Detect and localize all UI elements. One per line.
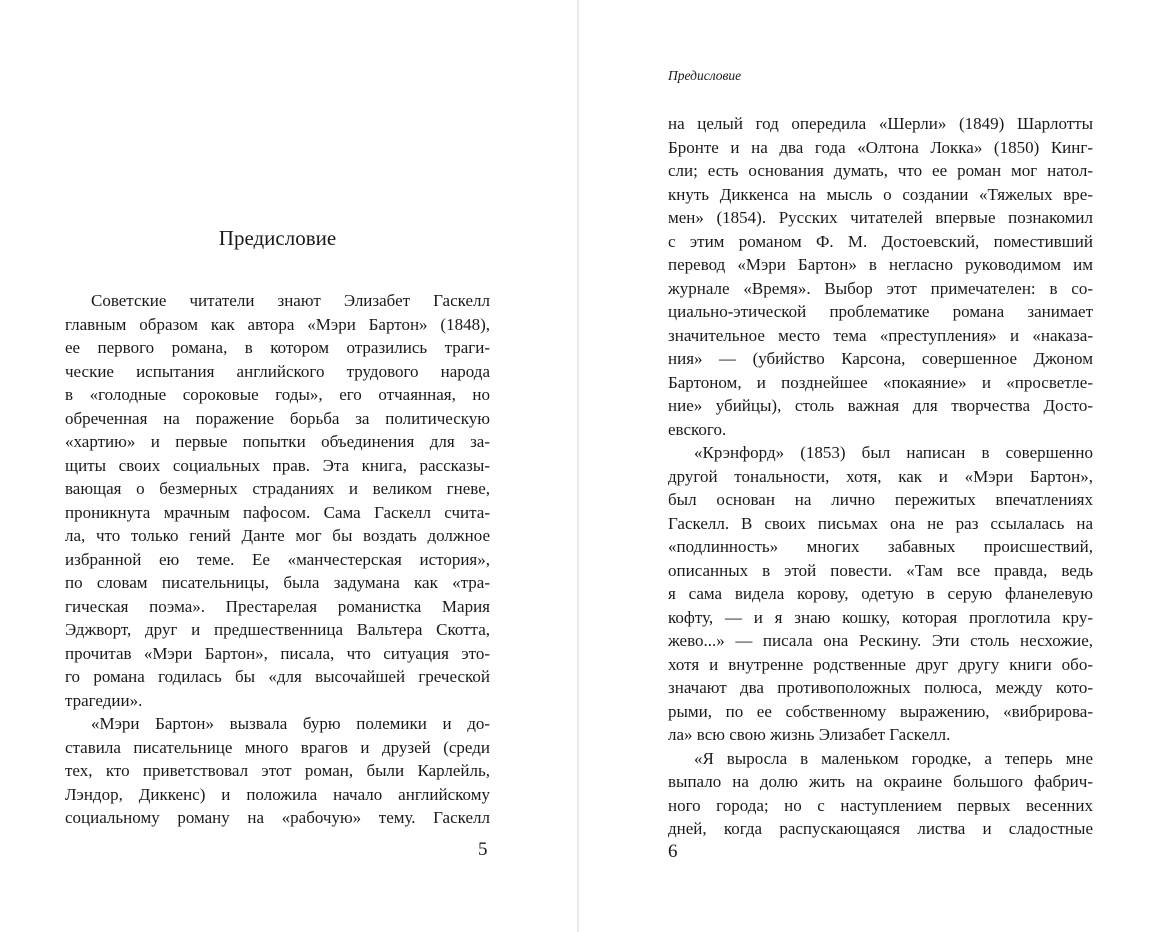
- page-number: 6: [668, 841, 678, 862]
- page-number: 5: [478, 839, 488, 860]
- text-line: по словам писательницы, была задумана как «тра-: [65, 573, 490, 592]
- text-line: ее первого романа, в котором отразились траги-: [65, 338, 490, 357]
- text-line: другой тональности, хотя, как и «Мэри Бартон»,: [668, 466, 1093, 486]
- text-line: избранной ею теме. Ее «манчестерская история»,: [65, 549, 490, 569]
- text-line: ного города; но с наступлением первых весенних: [668, 795, 1093, 815]
- text-line: главным образом как автора «Мэри Бартон» (1848),: [65, 314, 490, 334]
- text-line: жево...» — писала она Рескину. Эти столь несхожие,: [668, 631, 1093, 650]
- text-line: хотя и внутренне родственные друг другу книги обо-: [668, 654, 1093, 674]
- text-line: Советские читатели знают Элизабет Гаскелл: [91, 291, 490, 310]
- text-line: Лэндор, Диккенс) и положила начало английскому: [65, 784, 490, 804]
- text-line: журнале «Время». Выбор этот примечателен: в со-: [668, 278, 1093, 298]
- text-line: вающая о безмерных страданиях и великом гневе,: [65, 479, 490, 498]
- right-page-body: [668, 112, 1093, 841]
- text-line: перевод «Мэри Бартон» в негласно руководимом им: [668, 255, 1093, 274]
- text-line: щиты своих социальных прав. Эта книга, рассказы-: [65, 455, 490, 475]
- chapter-title: Предисловие: [218, 226, 337, 250]
- text-line: с этим романом Ф. М. Достоевский, поместивший: [668, 231, 1093, 251]
- left-page: [0, 0, 577, 932]
- text-line: ставила писательнице много врагов и друзей (среди: [65, 737, 490, 757]
- text-line: проникнута мрачным пафосом. Сама Гаскелл счита-: [65, 502, 490, 522]
- text-line: сли; есть основания думать, что ее роман мог натол-: [668, 161, 1093, 180]
- text-line: рыми, по ее собственному выражению, «вибрирова-: [668, 701, 1093, 721]
- text-line: я сама видела корову, одетую в серую фланелевую: [668, 584, 1093, 603]
- text-line: евского.: [668, 419, 727, 439]
- right-page: [579, 0, 1155, 932]
- text-line: «Крэнфорд» (1853) был написан в совершенно: [694, 443, 1093, 462]
- text-line: ла, что только гений Данте мог бы воздать должное: [65, 526, 490, 545]
- text-line: Бронте и на два года «Олтона Локка» (1850) Кинг-: [668, 137, 1093, 157]
- text-line: обреченная на поражение борьба за политическую: [65, 408, 490, 428]
- text-line: выпало на долю жить на окраине большого фабрич-: [668, 772, 1093, 791]
- text-line: «хартию» и первые попытки объединения для за-: [65, 432, 490, 451]
- text-line: го романа годилась бы «для высочайшей греческой: [65, 667, 490, 686]
- text-line: социальному роману на «рабочую» тему. Гаскелл: [65, 808, 490, 827]
- text-line: в «голодные сороковые годы», его отчаянная, но: [65, 385, 490, 404]
- text-line: значительное место тема «преступления» и «наказа-: [668, 325, 1093, 345]
- text-line: ла» всю свою жизнь Элизабет Гаскелл.: [668, 725, 951, 744]
- text-line: прочитав «Мэри Бартон», писала, что ситуация это-: [65, 643, 490, 663]
- text-line: на целый год опередила «Шерли» (1849) Шарлотты: [668, 114, 1093, 133]
- left-page-body: [65, 289, 490, 830]
- text-line: дней, когда распускающаяся листва и сладостные: [668, 819, 1093, 838]
- text-line: трагедии».: [65, 690, 143, 710]
- text-line: был основан на лично пережитых впечатлениях: [668, 490, 1093, 509]
- text-line: Эджворт, друг и предшественница Вальтера Скотта,: [65, 620, 490, 639]
- text-line: описанных в этой повести. «Там все правда, ведь: [668, 560, 1093, 580]
- running-head: Предисловие: [668, 68, 742, 83]
- text-line: циально-этической проблематике романа занимает: [668, 302, 1093, 321]
- text-line: кофту, — и я знаю кошку, которая проглотила кру-: [668, 607, 1093, 627]
- text-line: «Мэри Бартон» вызвала бурю полемики и до-: [91, 714, 490, 733]
- text-line: Бартоном, и позднейшее «покаяние» и «просветле-: [668, 372, 1093, 392]
- text-line: Гаскелл. В своих письмах она не раз ссылалась на: [668, 513, 1093, 533]
- text-line: «подлинность» многих забавных происшествий,: [668, 537, 1093, 556]
- text-line: значают два противоположных полюса, между кото-: [668, 678, 1093, 697]
- text-line: гическая поэма». Престарелая романистка Мария: [65, 596, 490, 616]
- text-line: «Я выросла в маленьком городке, а теперь мне: [694, 748, 1093, 768]
- text-line: кнуть Диккенса на мысль о создании «Тяжелых вре-: [668, 184, 1093, 204]
- text-line: ния» — (убийство Карсона, совершенное Джоном: [668, 349, 1093, 368]
- text-line: мен» (1854). Русских читателей впервые познакомил: [668, 208, 1093, 227]
- text-line: тех, кто приветствовал этот роман, были Карлейль,: [65, 761, 490, 780]
- text-line: ние» убийцы), столь важная для творчества Досто-: [668, 396, 1093, 415]
- text-line: ческие испытания английского трудового народа: [65, 361, 490, 381]
